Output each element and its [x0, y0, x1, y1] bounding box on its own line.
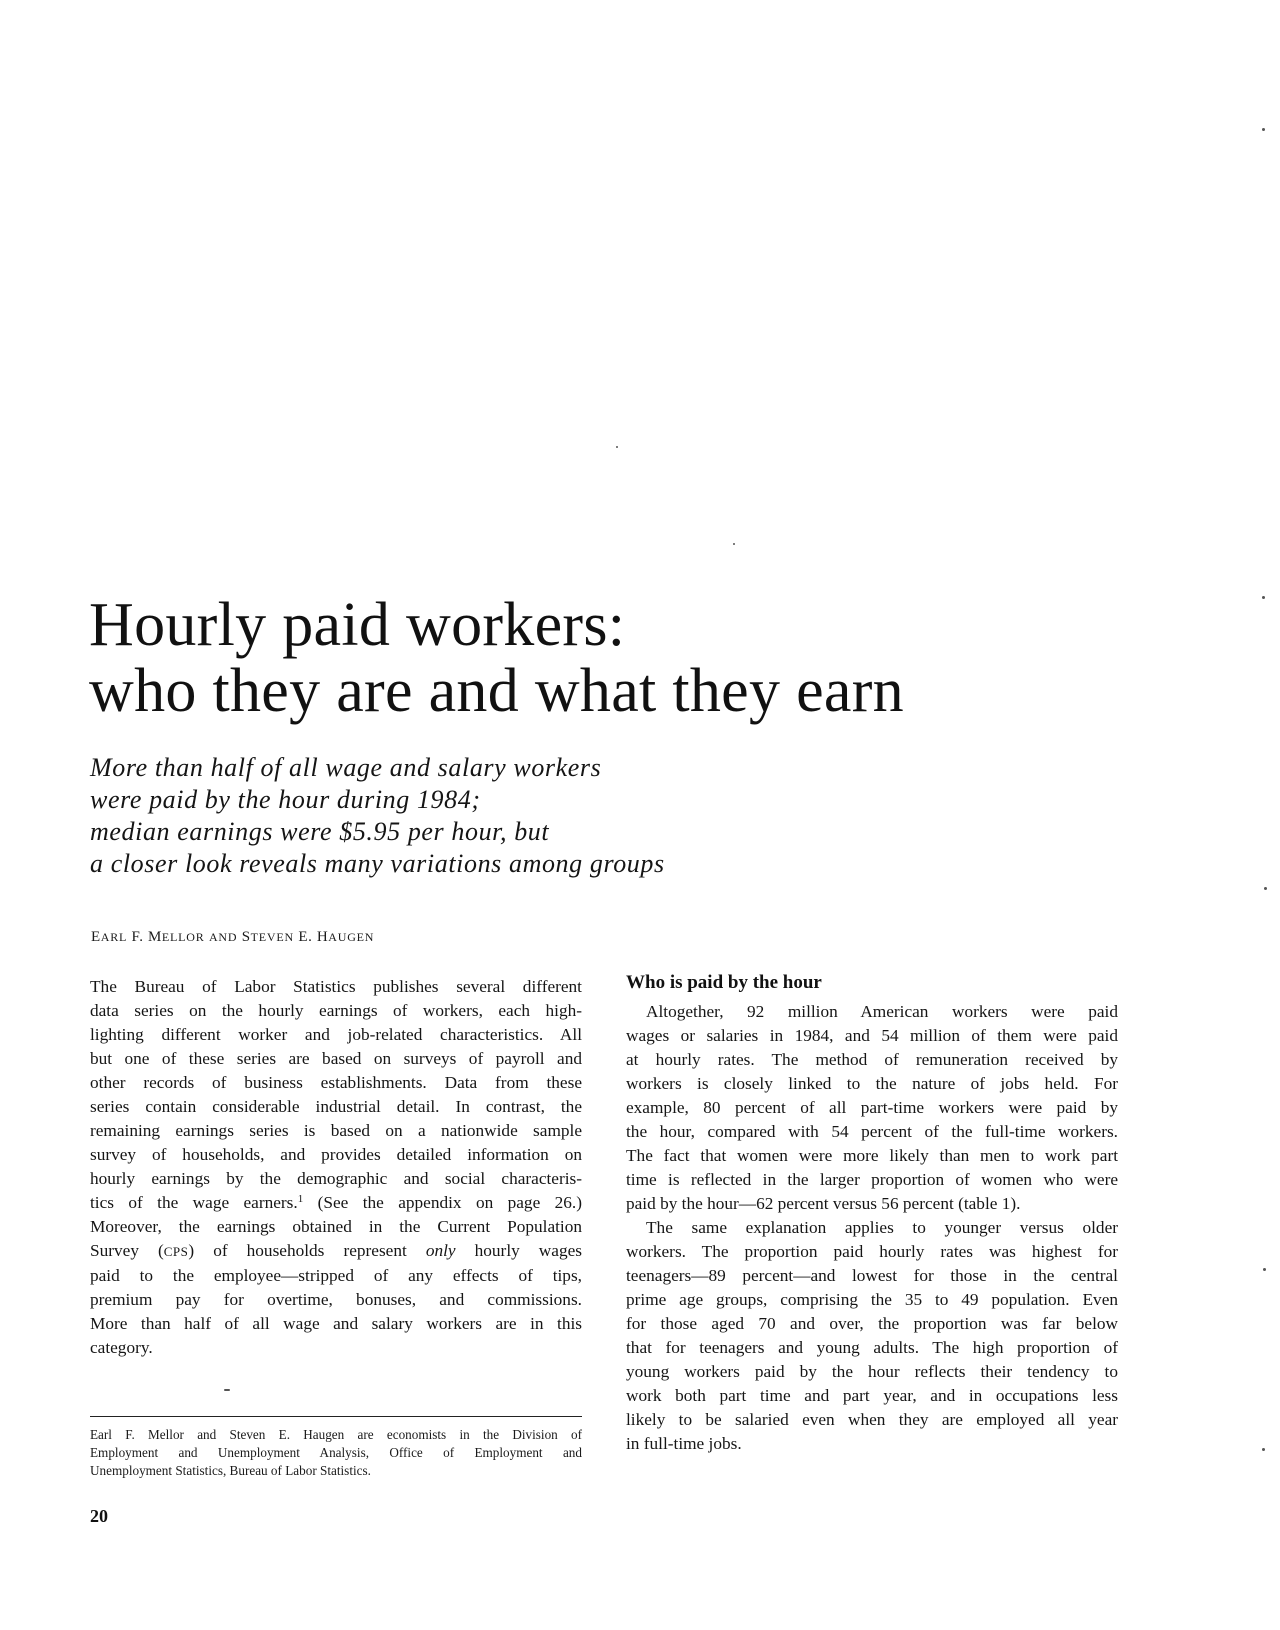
text-line: workers. The proportion paid hourly rates was highest for	[626, 1242, 1118, 1261]
text-line	[90, 1239, 582, 1264]
text-line: category.	[90, 1338, 153, 1357]
text-line: example, 80 percent of all part-time workers were paid by	[626, 1098, 1118, 1117]
text-line: series contain considerable industrial detail. In contrast, the	[90, 1097, 582, 1116]
text-line: The same explanation applies to younger versus older	[646, 1218, 1118, 1237]
text-line: Altogether, 92 million American workers were paid	[646, 1002, 1118, 1021]
scan-speck	[224, 1389, 230, 1391]
byline	[91, 929, 374, 946]
text-fragment: Survey (	[90, 1241, 164, 1260]
deck-line: median earnings were $5.95 per hour, but	[90, 817, 550, 846]
right-column	[626, 970, 1118, 1456]
body-paragraph	[626, 1000, 1118, 1216]
article-title	[89, 592, 904, 724]
body-paragraph	[626, 1216, 1118, 1456]
scan-speck	[616, 446, 618, 448]
text-line: other records of business establishments. Data from these	[90, 1073, 582, 1092]
text-line: work both part time and part year, and in occupations less	[626, 1386, 1118, 1405]
text-line: workers is closely linked to the nature of jobs held. For	[626, 1074, 1118, 1093]
scan-speck	[1263, 1268, 1266, 1271]
text-line: lighting different worker and job-related characteristics. All	[90, 1025, 582, 1044]
intro-paragraph	[90, 975, 582, 1360]
left-column	[90, 975, 582, 1360]
emphasis-only: only	[425, 1241, 456, 1260]
text-line: paid to the employee—stripped of any effects of tips,	[90, 1266, 582, 1285]
text-line: that for teenagers and young adults. The high proportion of	[626, 1338, 1118, 1357]
text-line: for those aged 70 and over, the proportion was far below	[626, 1314, 1118, 1333]
text-line	[90, 1191, 582, 1215]
acronym-cps: CPS	[163, 1244, 189, 1259]
text-line: data series on the hourly earnings of workers, each high-	[90, 1001, 582, 1020]
text-line: but one of these series are based on surveys of payroll and	[90, 1049, 582, 1068]
deck-line: a closer look reveals many variations among groups	[90, 849, 665, 878]
deck-line: More than half of all wage and salary workers	[90, 753, 602, 782]
text-fragment: ) of households represent	[188, 1241, 426, 1260]
footnote-line: Employment and Unemployment Analysis, Office of Employment and	[90, 1445, 582, 1460]
text-line: likely to be salaried even when they are employed all year	[626, 1410, 1118, 1429]
text-line: prime age groups, comprising the 35 to 49 population. Even	[626, 1290, 1118, 1309]
scan-speck	[733, 543, 735, 545]
author-footnote	[90, 1426, 582, 1480]
text-line: the hour, compared with 54 percent of the full-time workers.	[626, 1122, 1118, 1141]
byline-part: ELLOR	[161, 930, 205, 944]
text-line: at hourly rates. The method of remuneration received by	[626, 1050, 1118, 1069]
deck-line: were paid by the hour during 1984;	[90, 785, 481, 814]
text-line: paid by the hour—62 percent versus 56 percent (table 1).	[626, 1194, 1021, 1213]
scan-speck	[1262, 128, 1265, 131]
byline-part: F. M	[131, 929, 162, 945]
scan-speck	[1262, 596, 1265, 599]
title-line: Hourly paid workers:	[89, 591, 626, 659]
byline-part: S	[241, 929, 251, 945]
text-line: remaining earnings series is based on a nationwide sample	[90, 1121, 582, 1140]
byline-part: ARL	[100, 930, 128, 944]
byline-part: AUGEN	[328, 930, 375, 944]
text-line: The fact that women were more likely than men to work part	[626, 1146, 1118, 1165]
title-line: who they are and what they earn	[89, 657, 904, 725]
scan-speck	[1264, 887, 1267, 890]
text-line: time is reflected in the larger proportion of women who were	[626, 1170, 1118, 1189]
byline-part: E. H	[298, 929, 329, 945]
text-fragment: hourly wages	[455, 1241, 582, 1260]
text-fragment: tics of the wage earners.	[90, 1193, 298, 1212]
text-line: wages or salaries in 1984, and 54 million of them were paid	[626, 1026, 1118, 1045]
article-deck	[90, 752, 665, 880]
text-line: teenagers—89 percent—and lowest for those in the central	[626, 1266, 1118, 1285]
section-heading: Who is paid by the hour	[626, 972, 822, 993]
text-line: The Bureau of Labor Statistics publishes several different	[90, 977, 582, 996]
text-line: More than half of all wage and salary workers are in this	[90, 1314, 582, 1333]
footnote-line: Earl F. Mellor and Steven E. Haugen are economists in the Division of	[90, 1427, 582, 1442]
text-line: Moreover, the earnings obtained in the Current Population	[90, 1217, 582, 1236]
text-line: young workers paid by the hour reflects their tendency to	[626, 1362, 1118, 1381]
scan-speck	[1262, 1448, 1265, 1451]
footnote-marker[interactable]: 1	[297, 1193, 304, 1205]
page-number: 20	[90, 1506, 108, 1526]
footnote-divider	[90, 1416, 582, 1417]
text-line: survey of households, and provides detailed information on	[90, 1145, 582, 1164]
text-fragment: (See the appendix on page 26.)	[303, 1193, 582, 1212]
text-line: hourly earnings by the demographic and social characteris-	[90, 1169, 582, 1188]
text-line: in full-time jobs.	[626, 1434, 742, 1453]
byline-part: TEVEN	[250, 930, 294, 944]
text-line: premium pay for overtime, bonuses, and commissions.	[90, 1290, 582, 1309]
byline-part: E	[91, 929, 101, 945]
byline-part: AND	[208, 930, 238, 944]
footnote-line: Unemployment Statistics, Bureau of Labor Statistics.	[90, 1463, 371, 1478]
